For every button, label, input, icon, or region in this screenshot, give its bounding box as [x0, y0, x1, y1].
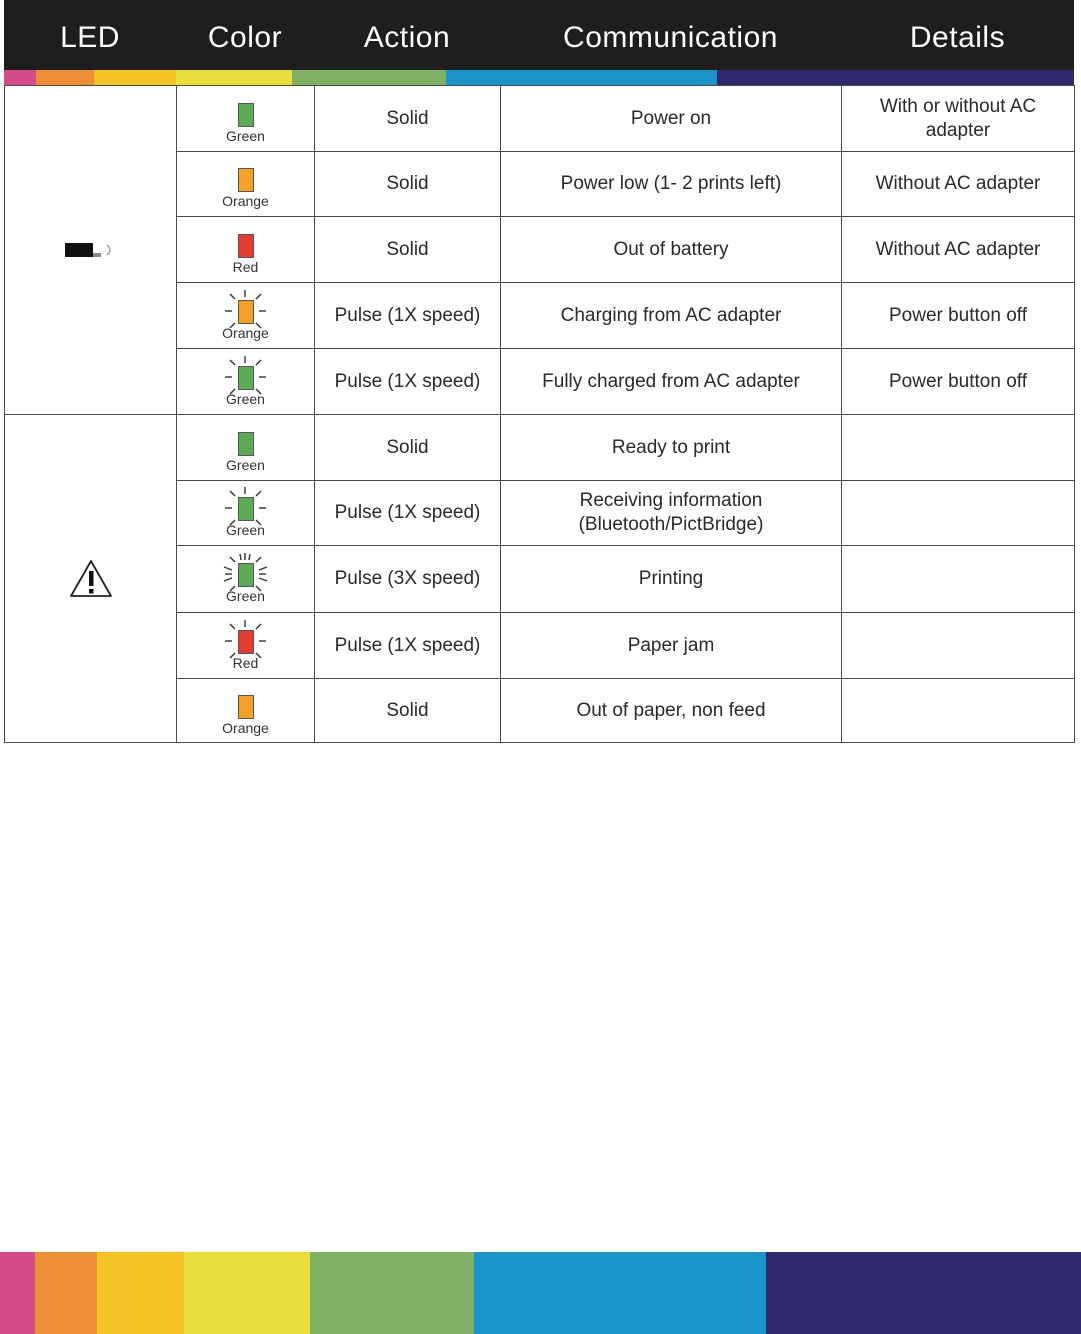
details-cell: [842, 679, 1075, 743]
communication-cell: Charging from AC adapter: [501, 283, 842, 349]
action-cell: Pulse (1X speed): [315, 613, 501, 679]
green-led-icon: [238, 563, 254, 587]
green-led-icon: [238, 432, 254, 456]
color-cell: [177, 415, 315, 481]
led-swatch: [221, 356, 271, 408]
color-label: Orange: [222, 193, 269, 209]
communication-cell: Fully charged from AC adapter: [501, 349, 842, 415]
color-label: Green: [226, 390, 265, 407]
led-swatch: [221, 685, 271, 737]
stripe-segment: [292, 70, 446, 85]
details-cell: [842, 415, 1075, 481]
details-cell: With or without AC adapter: [842, 86, 1075, 152]
details-cell: [842, 481, 1075, 546]
action-cell: Pulse (1X speed): [315, 283, 501, 349]
green-led-icon: [238, 103, 254, 127]
action-cell: Solid: [315, 679, 501, 743]
color-label: Green: [226, 588, 265, 604]
red-led-icon: [238, 234, 254, 258]
color-label: Green: [226, 522, 265, 538]
led-swatch: [221, 93, 271, 145]
bottom-color-stripe: [0, 1252, 1081, 1334]
stripe-segment: [446, 70, 717, 85]
stripe-segment: [35, 1252, 97, 1334]
table-row: [5, 86, 1075, 152]
color-cell: [177, 481, 315, 546]
stripe-segment: [94, 70, 176, 85]
details-cell: Without AC adapter: [842, 152, 1075, 217]
communication-cell: Power low (1- 2 prints left): [501, 152, 842, 217]
action-cell: Solid: [315, 86, 501, 152]
color-label: Green: [226, 456, 265, 473]
communication-cell: Ready to print: [501, 415, 842, 481]
details-cell: [842, 613, 1075, 679]
color-label: Orange: [222, 324, 269, 341]
header-color: Color: [207, 21, 283, 54]
orange-led-icon: [238, 695, 254, 719]
stripe-segment: [97, 1252, 184, 1334]
led-swatch: [221, 224, 271, 276]
communication-cell: Receiving information (Bluetooth/PictBridge): [501, 481, 842, 546]
color-label: Red: [232, 654, 259, 671]
action-cell: Solid: [315, 152, 501, 217]
action-cell: Pulse (3X speed): [315, 546, 501, 613]
color-cell: [177, 283, 315, 349]
red-led-icon: [238, 630, 254, 654]
details-cell: Power button off: [842, 349, 1075, 415]
orange-led-icon: [238, 300, 254, 324]
color-cell: [177, 86, 315, 152]
action-cell: Solid: [315, 415, 501, 481]
warning-icon: [68, 558, 114, 600]
color-cell: [177, 679, 315, 743]
led-swatch: [221, 290, 271, 342]
stripe-segment: [717, 70, 1074, 85]
color-cell: [177, 349, 315, 415]
led-swatch: [221, 158, 271, 210]
table-header: [4, 0, 1074, 70]
stripe-segment: [766, 1252, 1081, 1334]
details-cell: Without AC adapter: [842, 217, 1075, 283]
color-cell: [177, 152, 315, 217]
stripe-segment: [0, 1252, 35, 1334]
action-cell: Solid: [315, 217, 501, 283]
stripe-segment: [176, 70, 292, 85]
communication-cell: Paper jam: [501, 613, 842, 679]
color-cell: [177, 546, 315, 613]
top-color-stripe: [4, 70, 1074, 85]
communication-cell: Printing: [501, 546, 842, 613]
led-indicator-cell: [5, 86, 177, 415]
stripe-segment: [310, 1252, 474, 1334]
stripe-segment: [184, 1252, 310, 1334]
communication-cell: Out of paper, non feed: [501, 679, 842, 743]
table-row: [5, 415, 1075, 481]
orange-led-icon: [238, 168, 254, 192]
color-label: Red: [232, 258, 259, 275]
action-cell: Pulse (1X speed): [315, 481, 501, 546]
led-swatch: [221, 553, 271, 605]
details-cell: [842, 546, 1075, 613]
header-communication: Communication: [563, 21, 778, 54]
header-action: Action: [363, 21, 451, 54]
color-cell: [177, 217, 315, 283]
communication-cell: Out of battery: [501, 217, 842, 283]
color-cell: [177, 613, 315, 679]
color-label: Green: [226, 127, 265, 144]
stripe-segment: [474, 1252, 766, 1334]
led-status-table: [4, 85, 1075, 743]
color-label: Orange: [222, 719, 269, 736]
details-cell: Power button off: [842, 283, 1075, 349]
header-details: Details: [909, 21, 1006, 54]
led-swatch: [221, 620, 271, 672]
green-led-icon: [238, 497, 254, 521]
green-led-icon: [238, 366, 254, 390]
header-led: LED: [60, 21, 120, 54]
stripe-segment: [4, 70, 36, 85]
led-swatch: [221, 422, 271, 474]
led-indicator-cell: [5, 415, 177, 743]
led-swatch: [221, 487, 271, 539]
communication-cell: Power on: [501, 86, 842, 152]
battery-icon: [63, 239, 119, 261]
stripe-segment: [36, 70, 94, 85]
action-cell: Pulse (1X speed): [315, 349, 501, 415]
